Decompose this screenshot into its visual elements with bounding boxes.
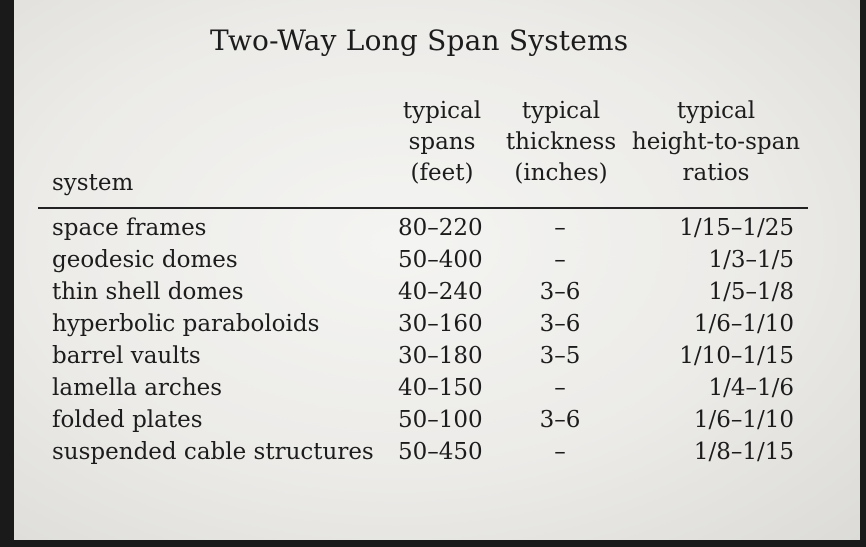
header-ratio-line2: height-to-span [631, 129, 801, 155]
cell-ratio: 1/3–1/5 [708, 247, 794, 273]
cell-spans: 30–160 [398, 311, 483, 337]
cell-spans: 40–150 [398, 375, 483, 401]
cell-system: thin shell domes [52, 279, 244, 305]
cell-system: barrel vaults [52, 343, 201, 369]
header-ratio [628, 96, 804, 189]
cell-system: geodesic domes [52, 247, 238, 273]
cell-thickness: 3–6 [539, 279, 581, 305]
header-ratio-line3: ratios [682, 160, 750, 186]
cell-thickness: – [554, 375, 566, 401]
cell-system: hyperbolic paraboloids [52, 311, 320, 337]
cell-ratio: 1/5–1/8 [708, 279, 794, 305]
table-title: Two-Way Long Span Systems [210, 24, 629, 57]
cell-ratio: 1/8–1/15 [693, 439, 794, 465]
cell-spans: 50–400 [398, 247, 483, 273]
cell-system: suspended cable structures [52, 439, 374, 465]
cell-thickness: 3–6 [539, 407, 581, 433]
cell-thickness: – [554, 439, 566, 465]
header-rule [38, 207, 808, 209]
header-system [52, 168, 133, 199]
header-spans [392, 96, 492, 189]
cell-system: folded plates [52, 407, 203, 433]
cell-thickness: – [554, 215, 566, 241]
cell-spans: 80–220 [398, 215, 483, 241]
table-row [14, 340, 860, 372]
cell-spans: 30–180 [398, 343, 483, 369]
table-row [14, 276, 860, 308]
header-thickness [500, 96, 622, 189]
cell-ratio: 1/10–1/15 [679, 343, 794, 369]
header-spans-line1: typical [402, 98, 482, 124]
cell-system: space frames [52, 215, 207, 241]
cell-ratio: 1/4–1/6 [708, 375, 794, 401]
cell-thickness: 3–6 [539, 311, 581, 337]
cell-thickness: – [554, 247, 566, 273]
header-thickness-line1: typical [521, 98, 601, 124]
cell-spans: 40–240 [398, 279, 483, 305]
header-thickness-line3: (inches) [514, 160, 608, 186]
cell-thickness: 3–5 [539, 343, 581, 369]
table-body [14, 212, 860, 468]
header-spans-line2: spans [408, 129, 476, 155]
header-spans-line3: (feet) [410, 160, 474, 186]
header-system-label: system [52, 170, 134, 196]
table-row [14, 212, 860, 244]
cell-spans: 50–100 [398, 407, 483, 433]
cell-ratio: 1/6–1/10 [693, 311, 794, 337]
table-row [14, 372, 860, 404]
table-row [14, 244, 860, 276]
document-page [14, 0, 860, 540]
table-row [14, 404, 860, 436]
cell-ratio: 1/6–1/10 [693, 407, 794, 433]
cell-ratio: 1/15–1/25 [679, 215, 794, 241]
cell-system: lamella arches [52, 375, 223, 401]
table-row [14, 308, 860, 340]
cell-spans: 50–450 [398, 439, 483, 465]
table-row [14, 436, 860, 468]
header-ratio-line1: typical [676, 98, 756, 124]
header-thickness-line2: thickness [505, 129, 617, 155]
